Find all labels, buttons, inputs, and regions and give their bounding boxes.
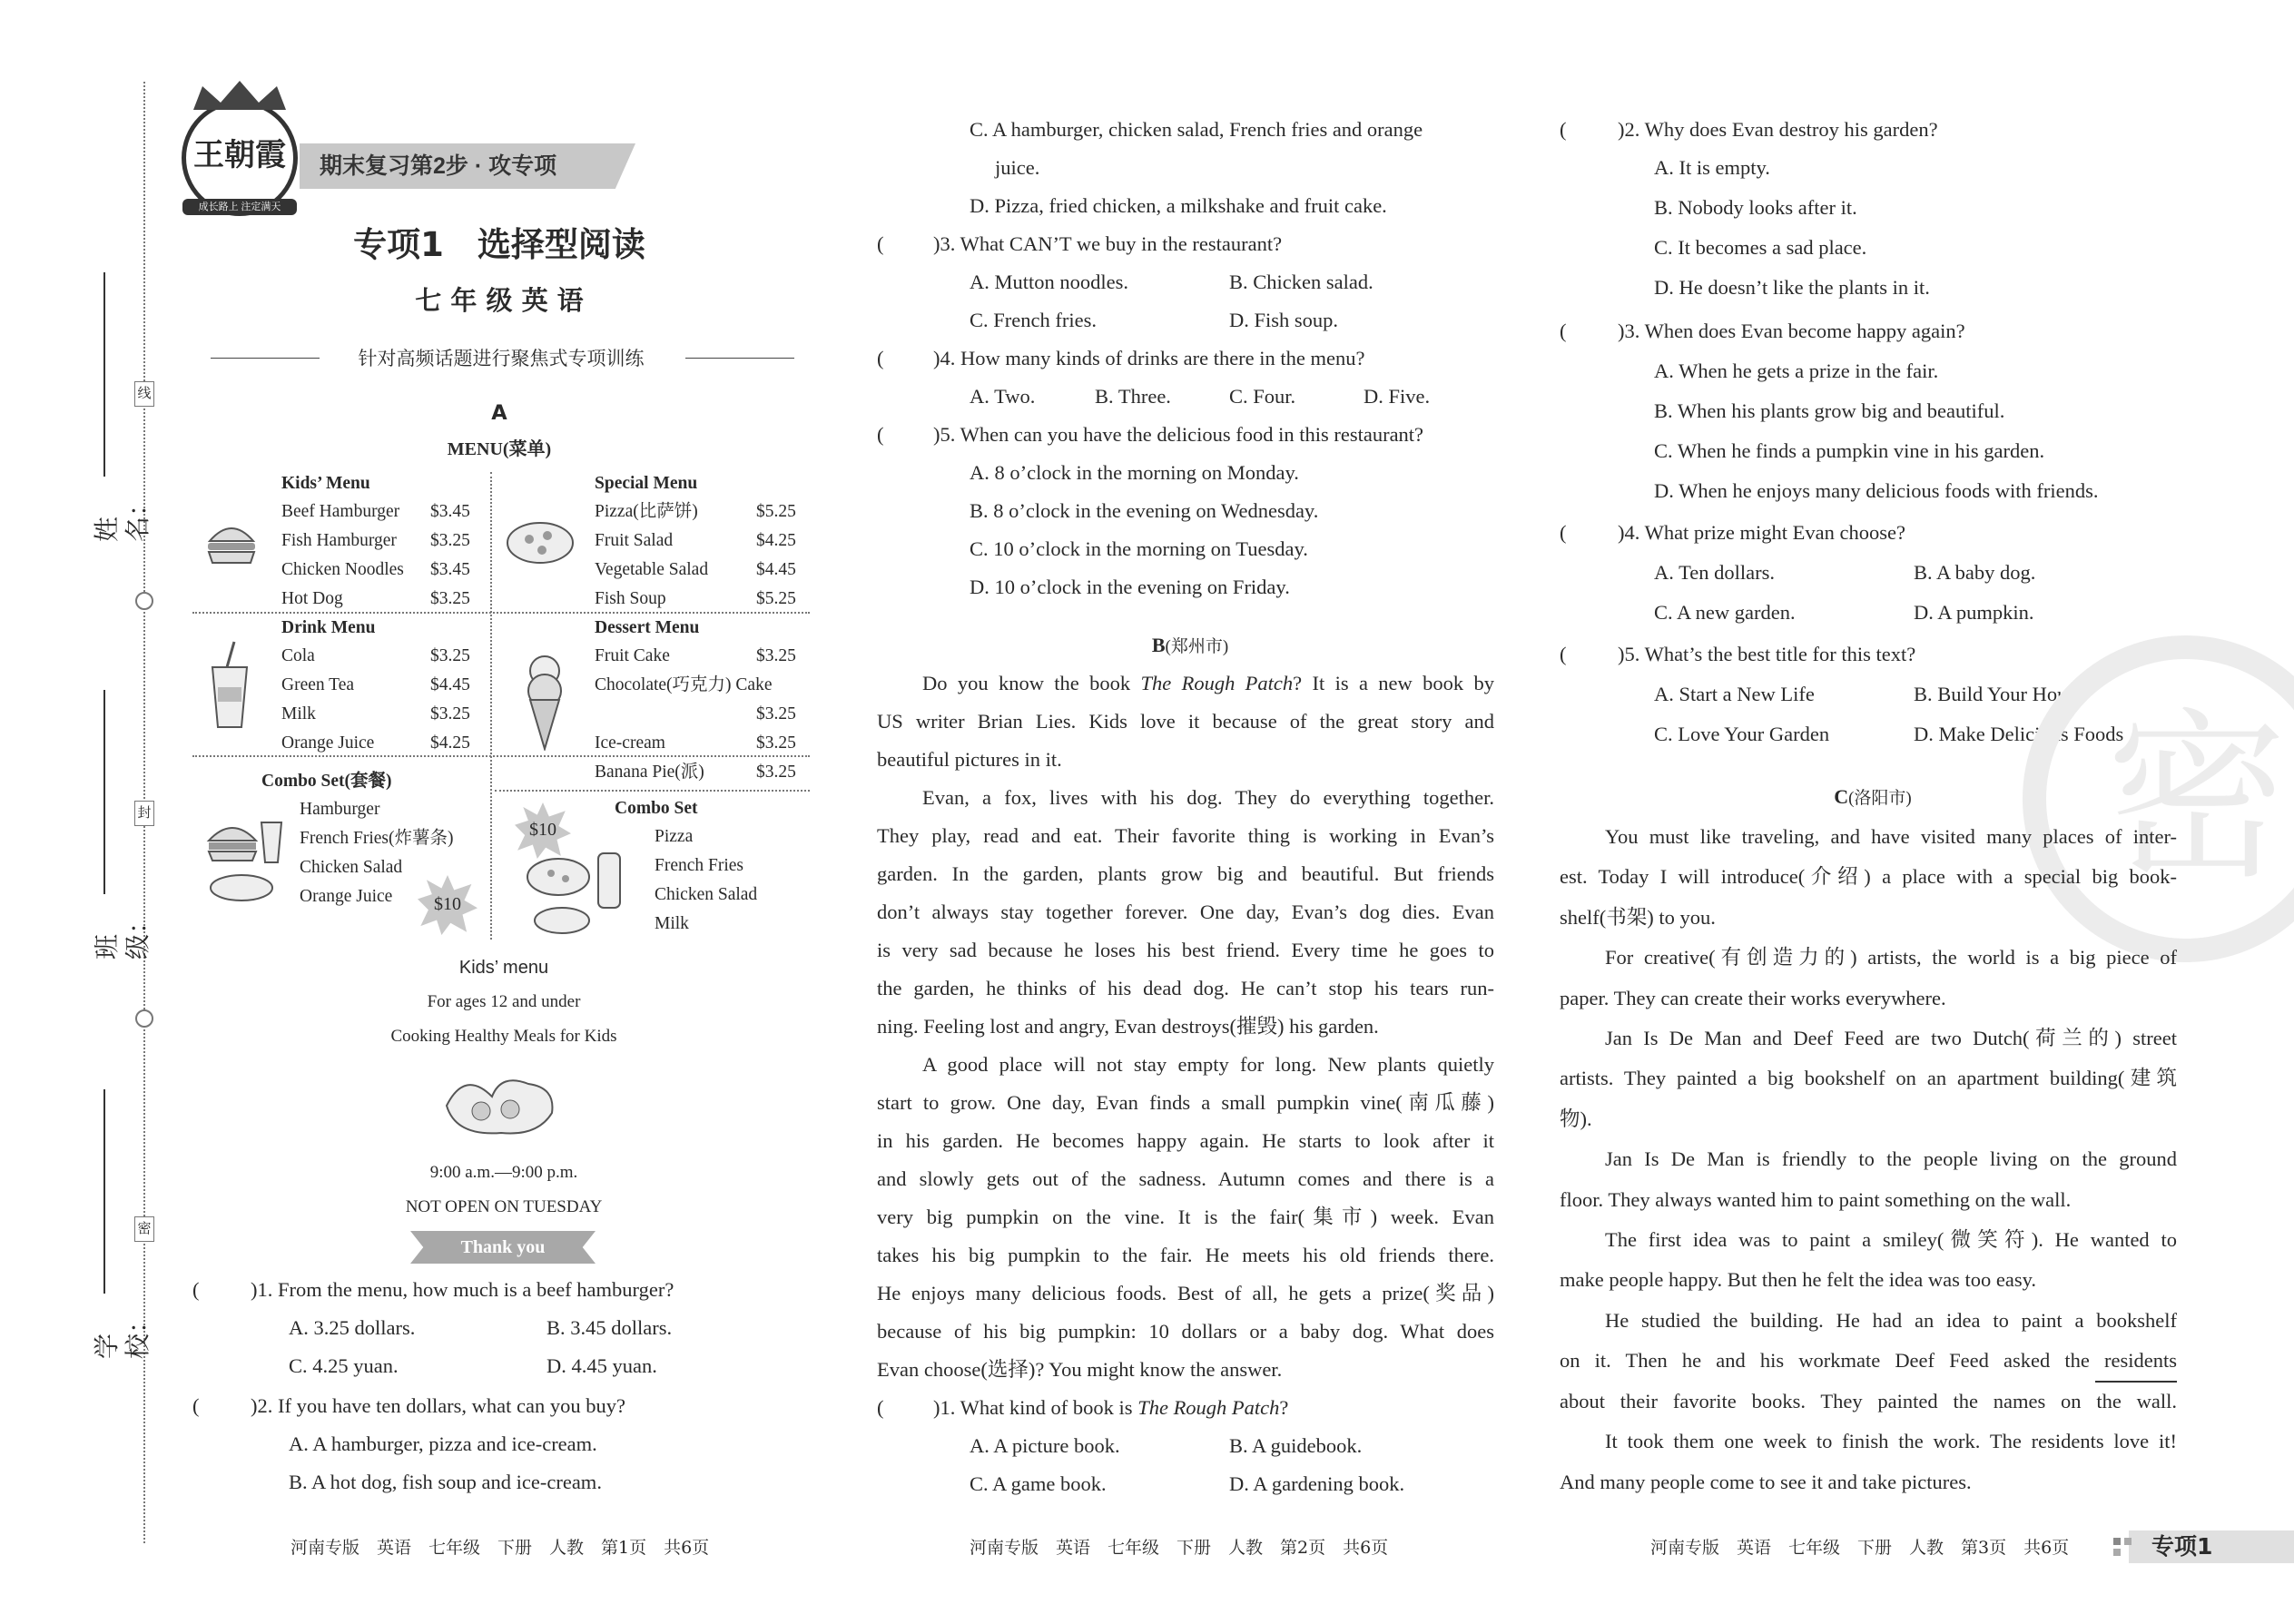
- passage-line: paper. They can create their works everywhere.: [1560, 986, 1946, 1009]
- combo-set-1-title: Combo Set(套餐): [261, 772, 392, 791]
- name-label: 姓名：: [92, 490, 153, 542]
- option[interactable]: D. When he enjoys many delicious foods with friends.: [1654, 479, 2099, 502]
- passage-line: on it. Then he and his workmate Deef Feed asked the residents: [1560, 1349, 2177, 1373]
- logo-subtext: 成长路上 注定满天: [182, 199, 297, 215]
- menu-divider-3: [495, 790, 810, 792]
- section-b-passage: [877, 664, 1494, 1389]
- passage-line: start to grow. One day, Evan finds a small pumpkin vine(南瓜藤): [877, 1091, 1494, 1114]
- passage-line: He studied the building. He had an idea to paint a bookshelf: [1605, 1308, 2177, 1332]
- combo-item: Orange Juice: [300, 887, 393, 906]
- combo-item: French Fries: [655, 856, 744, 875]
- passage-line: make people happy. But then he felt the idea was too easy.: [1560, 1268, 2037, 1292]
- passage-line: Jan Is De Man and Deef Feed are two Dutch(荷兰的) street: [1605, 1027, 2177, 1050]
- option[interactable]: D. 10 o’clock in the evening on Friday.: [970, 576, 1290, 598]
- section-c-city: (洛阳市): [1848, 789, 1912, 808]
- answer-blank[interactable]: (: [192, 1278, 200, 1301]
- option[interactable]: B. 8 o’clock in the evening on Wednesday.: [970, 499, 1319, 522]
- option[interactable]: B. 3.45 dollars.: [546, 1316, 673, 1339]
- passage-line: is very sad because he loses his best friend. Every time he goes to: [877, 939, 1494, 961]
- question-b1: [877, 1389, 1503, 1503]
- question-stem: )4. How many kinds of drinks are there in the menu?: [933, 347, 1365, 369]
- dessert-plate-icon: [438, 1060, 565, 1147]
- menu-item: Fruit Salad $4.25: [595, 531, 796, 550]
- question-a4: [877, 340, 1503, 416]
- tagline-rule-left: [211, 358, 320, 359]
- option[interactable]: D. Five.: [1364, 385, 1431, 408]
- page-title: 专项1 选择型阅读: [353, 225, 645, 264]
- option[interactable]: C. A new garden.: [1654, 601, 1796, 624]
- option[interactable]: D. A gardening book.: [1229, 1472, 1405, 1495]
- question-a5: [877, 416, 1503, 606]
- passage-line: very big pumpkin on the vine. It is the fair(集市) week. Evan: [877, 1206, 1494, 1228]
- tagline: 针对高频话题进行聚焦式专项训练: [358, 348, 645, 369]
- passage-line: You must like traveling, and have visited many places of inter-: [1605, 825, 2177, 848]
- answer-blank[interactable]: (: [877, 232, 884, 255]
- passage-line: Evan choose(选择)? You might know the answer.: [877, 1358, 1283, 1381]
- option[interactable]: D. Pizza, fried chicken, a milkshake and fruit cake.: [970, 194, 1387, 217]
- binding-mark-3: 密: [134, 1216, 154, 1242]
- question-stem: )1. What kind of book is The Rough Patch?: [933, 1396, 1289, 1419]
- menu-item: Chicken Noodles $3.45: [281, 560, 470, 579]
- option[interactable]: B. Chicken salad.: [1229, 271, 1373, 293]
- passage-line: Evan, a fox, lives with his dog. They do everything together.: [922, 786, 1494, 809]
- question-a2-continued: [877, 111, 1503, 225]
- option[interactable]: C. French fries.: [970, 309, 1097, 331]
- option-continued: juice.: [995, 156, 1040, 179]
- menu-item: Cola $3.25: [281, 646, 470, 665]
- combo-item: Chicken Salad: [655, 885, 758, 904]
- kids-menu-title: Kids’ Menu: [281, 474, 370, 493]
- menu-item: Milk $3.25: [281, 704, 470, 723]
- brand-logo: [182, 100, 298, 216]
- option[interactable]: B. Nobody looks after it.: [1654, 196, 1857, 219]
- closed-notice: NOT OPEN ON TUESDAY: [405, 1197, 603, 1216]
- menu-item: Banana Pie(派) $3.25: [595, 763, 796, 782]
- name-field[interactable]: [84, 272, 153, 545]
- option[interactable]: A. Ten dollars.: [1654, 561, 1775, 584]
- passage-line: about their favorite books. They painted the names on the wall.: [1560, 1389, 2177, 1412]
- option[interactable]: A. Mutton noodles.: [970, 271, 1129, 293]
- binding-dot-2: [135, 1009, 153, 1028]
- page-footer-1: 河南专版 英语 七年级 下册 人教 第1页 共6页: [290, 1538, 710, 1558]
- tagline-rule-right: [685, 358, 794, 359]
- option[interactable]: C. A hamburger, chicken salad, French fries and orange: [970, 118, 1423, 141]
- section-c-heading: [1560, 777, 2186, 819]
- menu-item: Hot Dog $3.25: [281, 589, 470, 608]
- option[interactable]: C. A game book.: [970, 1472, 1107, 1495]
- combo-set-1: [205, 768, 487, 940]
- option[interactable]: A. Two.: [970, 385, 1036, 408]
- option[interactable]: C. 10 o’clock in the morning on Tuesday.: [970, 537, 1308, 560]
- binding-mark-1: 线: [134, 381, 154, 407]
- option[interactable]: B. A baby dog.: [1914, 561, 2036, 584]
- section-a-label: A: [491, 401, 507, 425]
- answer-blank[interactable]: (: [1560, 320, 1567, 342]
- menu-item: Vegetable Salad $4.45: [595, 560, 796, 579]
- ages-caption: For ages 12 and under: [427, 992, 581, 1011]
- question-a2: [192, 1387, 819, 1501]
- dessert-menu-title: Dessert Menu: [595, 618, 700, 637]
- passage-line: For creative(有创造力的) artists, the world is a big piece of: [1605, 946, 2177, 969]
- answer-blank[interactable]: (: [1560, 118, 1567, 141]
- passage-line: because of his big pumpkin: 10 dollars or a baby dog. What does: [877, 1320, 1494, 1343]
- page-footer-2: 河南专版 英语 七年级 下册 人教 第2页 共6页: [970, 1538, 1389, 1558]
- passage-line: don’t always stay together forever. One day, Evan’s dog dies. Evan: [877, 901, 1494, 923]
- option[interactable]: D. Fish soup.: [1229, 309, 1339, 331]
- passage-line: Do you know the book The Rough Patch? It is a new book by: [922, 672, 1494, 694]
- option[interactable]: B. A guidebook.: [1229, 1434, 1363, 1457]
- passage-line: A good place will not stay empty for long. New plants quietly: [922, 1053, 1494, 1076]
- question-a3: [877, 225, 1503, 340]
- option[interactable]: A. A picture book.: [970, 1434, 1120, 1457]
- menu-item: Green Tea $4.45: [281, 675, 470, 694]
- pizza-icon: [504, 514, 576, 573]
- binding-dot-1: [135, 592, 153, 610]
- option[interactable]: D. Make Delicious Foods: [1914, 723, 2124, 745]
- question-b3: [1560, 312, 2195, 512]
- corner-tag: 专项1: [2151, 1533, 2213, 1560]
- option[interactable]: B. Three.: [1095, 385, 1171, 408]
- menu-item: Chocolate(巧克力) Cake: [595, 675, 773, 694]
- crown-icon: [175, 79, 304, 112]
- menu-title: MENU(菜单): [447, 439, 552, 459]
- opening-hours: 9:00 a.m.—9:00 p.m.: [429, 1163, 578, 1182]
- logo-text: 王朝霞: [193, 137, 286, 173]
- passage-line: shelf(书架) to you.: [1560, 905, 1716, 929]
- special-menu-title: Special Menu: [595, 474, 698, 493]
- page-footer-3: 河南专版 英语 七年级 下册 人教 第3页 共6页: [1650, 1538, 2070, 1558]
- burger-icon: [205, 516, 258, 573]
- menu-item: Orange Juice $4.25: [281, 733, 470, 753]
- section-b-city: (郑州市): [1165, 637, 1229, 656]
- passage-line: garden. In the garden, plants grow big and beautiful. But friends: [877, 862, 1494, 885]
- combo-item: Hamburger: [300, 800, 380, 819]
- passage-line: He enjoys many delicious foods. Best of all, he gets a prize(奖品): [877, 1282, 1494, 1304]
- question-stem: )3. What CAN’T we buy in the restaurant?: [933, 232, 1283, 255]
- option[interactable]: A. 8 o’clock in the morning on Monday.: [970, 461, 1299, 484]
- answer-blank[interactable]: (: [877, 347, 884, 369]
- question-stem: )4. What prize might Evan choose?: [1618, 521, 1905, 544]
- option[interactable]: B. When his plants grow big and beautiful.: [1654, 399, 2005, 422]
- passage-line: 物).: [1560, 1107, 1592, 1130]
- passage-line: est. Today I will introduce(介绍) a place with a special big book-: [1560, 865, 2177, 889]
- corner-squares-icon: [2113, 1536, 2141, 1562]
- class-label: 班级：: [92, 908, 153, 960]
- passage-line: artists. They painted a big bookshelf on an apartment building(建筑: [1560, 1067, 2177, 1090]
- passage-line: It took them one week to finish the work. The residents love it!: [1605, 1430, 2177, 1453]
- combo-set-2-price: $10: [529, 820, 556, 840]
- passage-line: And many people come to see it and take pictures.: [1560, 1470, 1972, 1493]
- question-b2: [1560, 111, 2195, 309]
- answer-blank[interactable]: (: [1560, 521, 1567, 544]
- menu-item: Ice-cream $3.25: [595, 733, 796, 753]
- option[interactable]: A. 3.25 dollars.: [289, 1316, 416, 1339]
- passage-line: beautiful pictures in it.: [877, 748, 1062, 771]
- combo-pizza-icon: [522, 841, 631, 945]
- option[interactable]: C. When he finds a pumpkin vine in his garden.: [1654, 439, 2045, 462]
- kids-menu-caption: Kids’ menu: [458, 958, 549, 978]
- drink-menu-title: Drink Menu: [281, 618, 376, 637]
- combo-item: Chicken Salad: [300, 858, 403, 877]
- menu-item: Pizza(比萨饼) $5.25: [595, 502, 796, 521]
- option[interactable]: B. A hot dog, fish soup and ice-cream.: [289, 1471, 602, 1493]
- class-field[interactable]: [84, 690, 153, 962]
- ice-cream-icon: [522, 651, 567, 755]
- question-stem: )5. What’s the best title for this text?: [1618, 643, 1916, 665]
- combo-food-icon: [205, 804, 296, 909]
- answer-blank[interactable]: (: [877, 1396, 884, 1419]
- passage-line: the garden, he thinks of his dead dog. He can’t stop his tears run-: [877, 977, 1494, 999]
- section-b-heading: [877, 626, 1503, 666]
- binding-mark-2: 封: [134, 801, 154, 826]
- school-field[interactable]: [84, 1089, 153, 1362]
- menu-item: $3.25: [756, 704, 796, 723]
- passage-line: ning. Feeling lost and angry, Evan destroys(摧毁) his garden.: [877, 1015, 1379, 1038]
- option[interactable]: A. A hamburger, pizza and ice-cream.: [289, 1432, 597, 1455]
- menu-item: Fish Hamburger $3.25: [281, 531, 470, 550]
- answer-blank[interactable]: (: [1560, 643, 1567, 665]
- combo-set-2: [504, 795, 803, 940]
- answer-blank[interactable]: (: [192, 1394, 200, 1417]
- section-c-passage: [1560, 817, 2177, 1502]
- question-stem: )5. When can you have the delicious food in this restaurant?: [933, 423, 1424, 446]
- menu-item: Fruit Cake $3.25: [595, 646, 796, 665]
- question-stem: )2. If you have ten dollars, what can you buy?: [251, 1394, 625, 1417]
- option[interactable]: C. It becomes a sad place.: [1654, 236, 1867, 259]
- underline-residents: [2095, 1381, 2177, 1383]
- school-label: 学校：: [92, 1307, 153, 1359]
- cooking-caption: Cooking Healthy Meals for Kids: [390, 1027, 617, 1046]
- banner-text: 期末复习第2步 · 攻专项: [320, 153, 557, 179]
- menu-item: Beef Hamburger $3.45: [281, 502, 470, 521]
- answer-blank[interactable]: (: [877, 423, 884, 446]
- question-stem: )2. Why does Evan destroy his garden?: [1618, 118, 1938, 141]
- option[interactable]: D. He doesn’t like the plants in it.: [1654, 276, 1930, 299]
- section-c-label: C: [1834, 785, 1849, 808]
- passage-line: in his garden. He becomes happy again. He starts to look after it: [877, 1129, 1494, 1152]
- option[interactable]: C. Four.: [1229, 385, 1296, 408]
- question-stem: )1. From the menu, how much is a beef hamburger?: [251, 1278, 674, 1301]
- passage-line: floor. They always wanted him to paint something on the wall.: [1560, 1187, 2072, 1211]
- passage-line: takes his big pumpkin to the fair. He meets his old friends there.: [877, 1244, 1494, 1266]
- passage-line: They play, read and eat. Their favorite thing is working in Evan’s: [877, 824, 1494, 847]
- option[interactable]: C. Love Your Garden: [1654, 723, 1830, 745]
- passage-line: US writer Brian Lies. Kids love it because of the great story and: [877, 710, 1494, 733]
- passage-line: and slowly gets out of the sadness. Autumn comes and there is a: [877, 1167, 1494, 1190]
- option[interactable]: A. When he gets a prize in the fair.: [1654, 359, 1939, 382]
- menu-item: Fish Soup $5.25: [595, 589, 796, 608]
- option[interactable]: D. 4.45 yuan.: [546, 1354, 657, 1377]
- passage-line: Jan Is De Man is friendly to the people living on the ground: [1605, 1147, 2177, 1171]
- drink-cup-icon: [207, 640, 252, 735]
- section-b-label: B: [1151, 634, 1166, 656]
- seal-watermark-char: 密: [2106, 693, 2289, 904]
- question-b4: [1560, 514, 2195, 634]
- option[interactable]: B. Build Your House: [1914, 683, 2085, 705]
- combo-item: Milk: [655, 914, 689, 933]
- question-stem: )3. When does Evan become happy again?: [1618, 320, 1965, 342]
- combo-item: French Fries(炸薯条): [300, 829, 454, 848]
- thank-you-text: Thank you: [460, 1237, 546, 1257]
- option[interactable]: A. Start a New Life: [1654, 683, 1815, 705]
- question-a1: [192, 1271, 819, 1385]
- option[interactable]: A. It is empty.: [1654, 156, 1770, 179]
- option[interactable]: D. A pumpkin.: [1914, 601, 2034, 624]
- combo-set-2-title: Combo Set: [615, 799, 698, 818]
- combo-item: Pizza: [655, 827, 694, 846]
- combo-set-1-price: $10: [434, 894, 461, 914]
- passage-line: The first idea was to paint a smiley(微笑符). He wanted to: [1605, 1228, 2177, 1252]
- option[interactable]: C. 4.25 yuan.: [289, 1354, 399, 1377]
- page-subtitle: 七 年 级 英 语: [415, 285, 584, 316]
